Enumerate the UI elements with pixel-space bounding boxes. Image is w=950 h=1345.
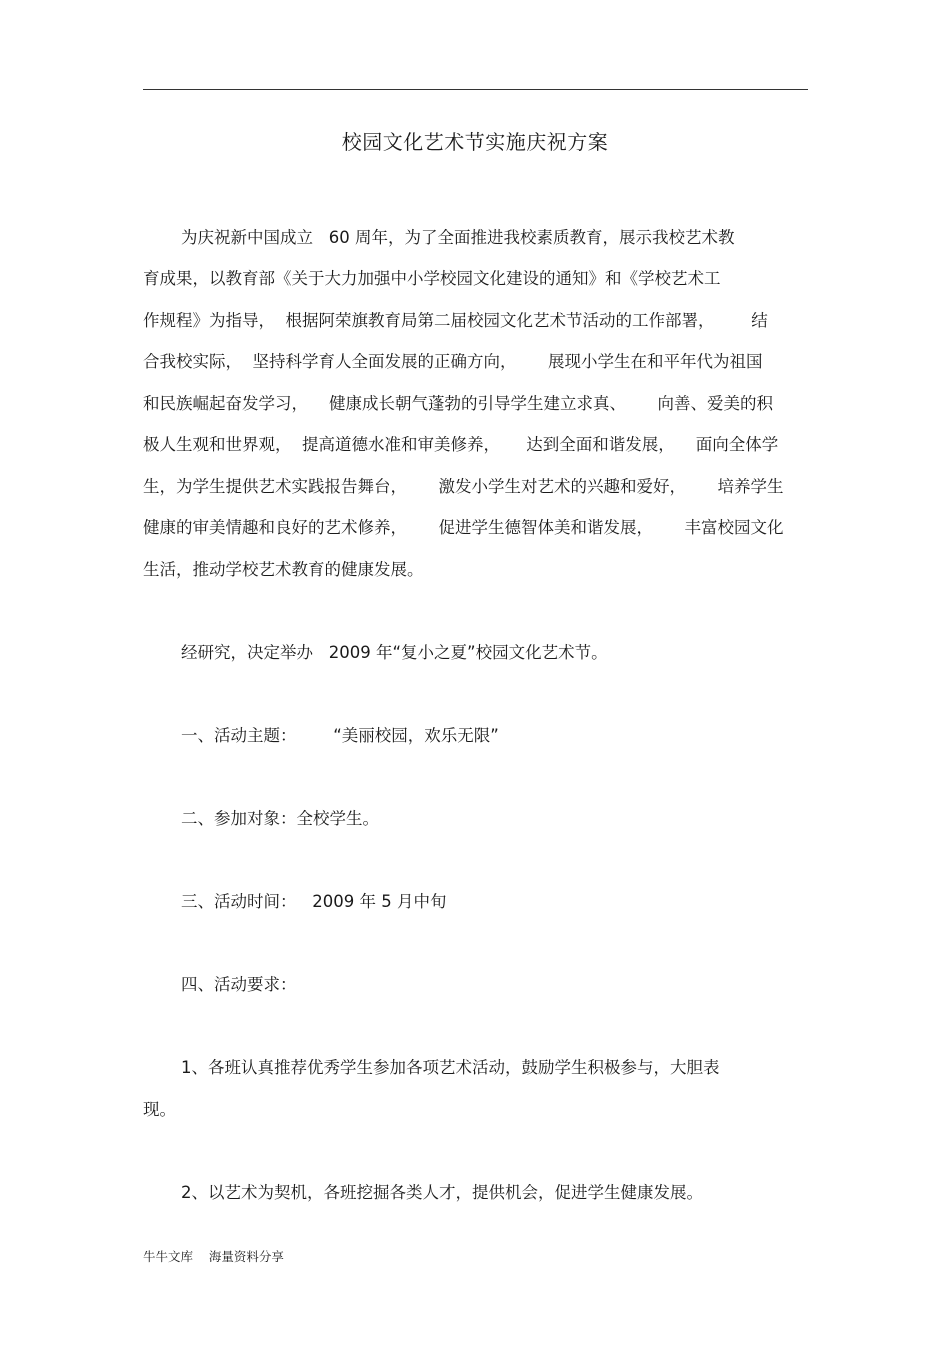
intro-line-6: 极人生观和世界观， 提高道德水准和审美修养， 达到全面和谐发展， 面向全体学 <box>143 435 779 454</box>
intro-line-4: 合我校实际， 坚持科学育人全面发展的正确方向， 展现小学生在和平年代为祖国 <box>143 352 763 371</box>
header-rule <box>143 89 808 90</box>
intro-line-3: 作规程》为指导， 根据阿荣旗教育局第二届校园文化艺术节活动的工作部署， 结 <box>143 311 768 330</box>
page-footer: 牛牛文库 海量资料分享 <box>143 1249 284 1264</box>
decision-paragraph: 经研究，决定举办 2009 年“复小之夏”校园文化艺术节。 <box>181 643 608 662</box>
intro-line-5: 和民族崛起奋发学习， 健康成长朝气蓬勃的引导学生建立求真、 向善、爱美的积 <box>143 394 773 413</box>
section-requirements: 四、活动要求： <box>181 975 297 994</box>
document-title: 校园文化艺术节实施庆祝方案 <box>341 130 609 154</box>
intro-line-1: 为庆祝新中国成立 60 周年，为了全面推进我校素质教育，展示我校艺术教 <box>181 228 735 247</box>
requirement-item-1-line-2: 现。 <box>143 1100 176 1119</box>
requirement-item-2: 2、以艺术为契机，各班挖掘各类人才，提供机会，促进学生健康发展。 <box>181 1183 703 1202</box>
intro-line-2: 育成果，以教育部《关于大力加强中小学校园文化建设的通知》和《学校艺术工 <box>143 269 721 288</box>
section-theme: 一、活动主题： “美丽校园，欢乐无限” <box>181 726 499 745</box>
section-time: 三、活动时间： 2009 年 5 月中旬 <box>181 892 447 911</box>
intro-line-8: 健康的审美情趣和良好的艺术修养， 促进学生德智体美和谐发展， 丰富校园文化 <box>143 518 784 537</box>
intro-line-9: 生活，推动学校艺术教育的健康发展。 <box>143 560 424 579</box>
intro-line-7: 生，为学生提供艺术实践报告舞台， 激发小学生对艺术的兴趣和爱好， 培养学生 <box>143 477 784 496</box>
requirement-item-1-line-1: 1、各班认真推荐优秀学生参加各项艺术活动，鼓励学生积极参与，大胆表 <box>181 1058 720 1077</box>
section-participants: 二、参加对象：全校学生。 <box>181 809 379 828</box>
